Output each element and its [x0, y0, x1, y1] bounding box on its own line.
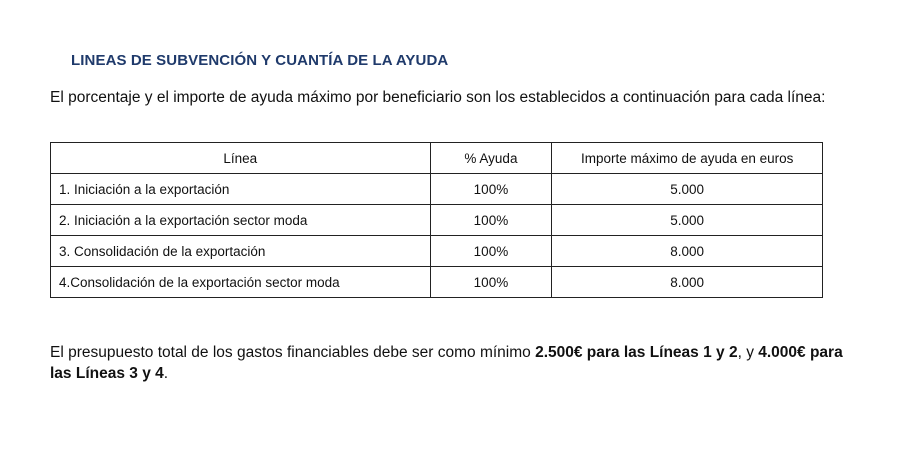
- table-row: [51, 236, 823, 267]
- footnote-text-3: .: [163, 365, 169, 382]
- footnote-text-1: El presupuesto total de los gastos financiables debe ser como mínimo: [50, 344, 536, 361]
- row-line: 2. Iniciación a la exportación sector moda: [51, 205, 431, 236]
- footnote-bold-1: 2.500€ para las Líneas 1 y 2: [535, 344, 738, 361]
- table-row: [51, 205, 823, 236]
- row-amount: 8.000: [552, 267, 823, 298]
- section-heading: LINEAS DE SUBVENCIÓN Y CUANTÍA DE LA AYUDA: [71, 52, 449, 69]
- table-row: [51, 267, 823, 298]
- row-amount: 8.000: [552, 236, 823, 267]
- row-line: 4.Consolidación de la exportación sector moda: [51, 267, 431, 298]
- row-amount: 5.000: [552, 174, 823, 205]
- header-amount: Importe máximo de ayuda en euros: [552, 143, 823, 174]
- row-pct: 100%: [430, 267, 552, 298]
- budget-footnote: [50, 342, 860, 384]
- row-amount: 5.000: [552, 205, 823, 236]
- row-pct: 100%: [430, 236, 552, 267]
- header-row: [51, 143, 823, 174]
- row-pct: 100%: [430, 174, 552, 205]
- row-line: 1. Iniciación a la exportación: [51, 174, 431, 205]
- aid-table: [50, 142, 823, 298]
- aid-table-body: [51, 174, 823, 298]
- row-pct: 100%: [430, 205, 552, 236]
- intro-paragraph: El porcentaje y el importe de ayuda máximo por beneficiario son los establecidos a continuación para cada línea:: [50, 89, 826, 106]
- table-row: [51, 174, 823, 205]
- aid-table-header: [51, 143, 823, 174]
- header-line: Línea: [51, 143, 431, 174]
- footnote-bold-2: 4.000€ para las Líneas 3 y 4: [50, 344, 843, 382]
- header-pct: % Ayuda: [430, 143, 552, 174]
- row-line: 3. Consolidación de la exportación: [51, 236, 431, 267]
- footnote-text-2: , y: [737, 344, 759, 361]
